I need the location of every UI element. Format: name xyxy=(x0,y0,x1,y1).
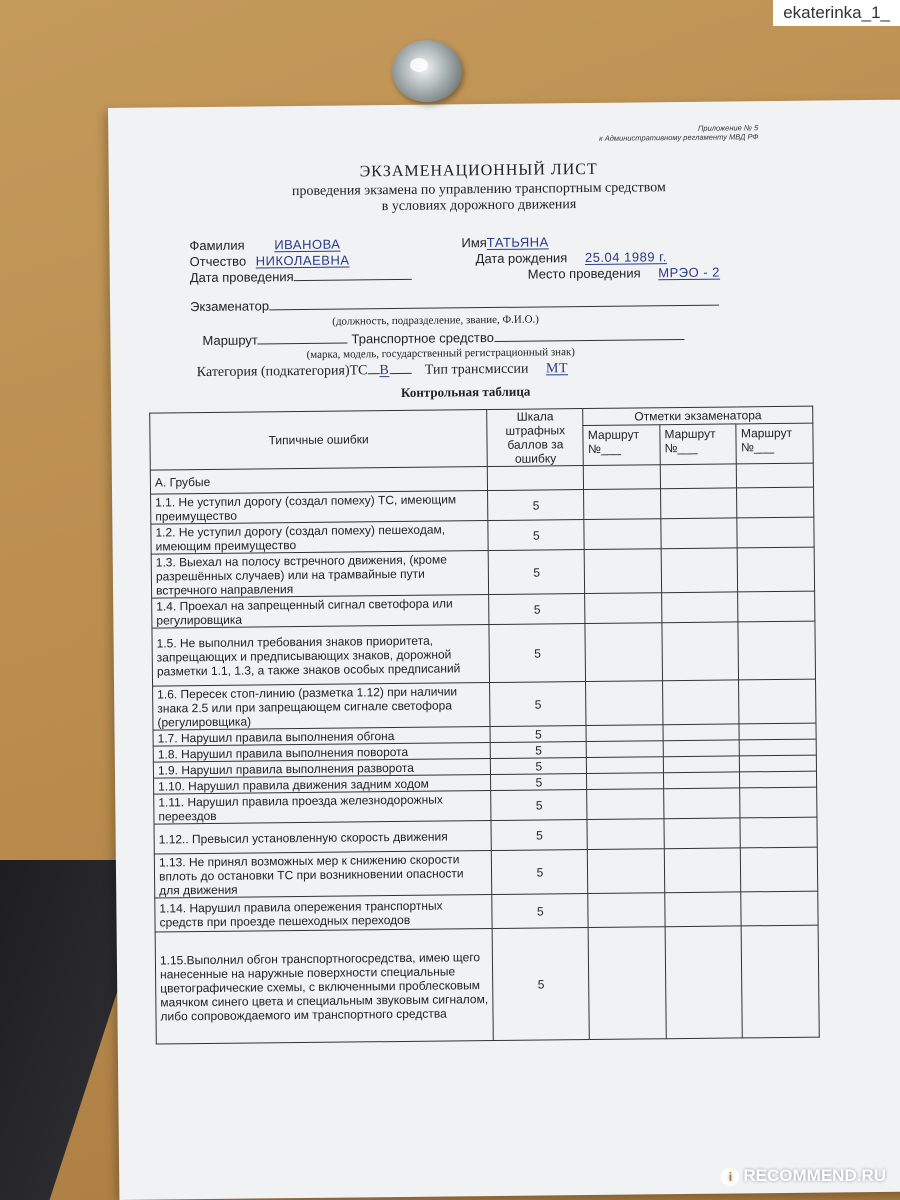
mark-cell[interactable] xyxy=(737,517,814,548)
mark-cell[interactable] xyxy=(585,593,662,624)
mark-cell[interactable] xyxy=(662,680,739,725)
col-penalty-header: Шкала штрафных баллов за ошибку xyxy=(487,409,584,467)
control-table-title: Контрольная таблица xyxy=(400,383,531,400)
place-label: Место проведения xyxy=(527,265,641,282)
mark-cell[interactable] xyxy=(663,740,740,757)
penalty-score: 5 xyxy=(491,758,587,775)
route-blank xyxy=(258,343,348,345)
mark-cell[interactable] xyxy=(740,787,817,818)
exam-sheet xyxy=(108,100,900,1200)
mark-cell[interactable] xyxy=(738,547,815,592)
table-row xyxy=(155,925,819,1044)
mark-cell[interactable] xyxy=(662,592,739,623)
vehicle-blank xyxy=(494,339,684,342)
mark-cell[interactable] xyxy=(740,739,817,756)
error-description: 1.1. Не уступил дорогу (создал помеху) ТС, имеющим преимущество xyxy=(151,491,489,525)
penalty-score: 5 xyxy=(490,742,586,759)
examiner-label: Экзаменатор xyxy=(190,298,270,315)
error-description: 1.5. Не выполнил требования знаков приоритета, запрещающих и предписывающих знаков, дорожной разметки 1.1, 1.3, а также знаков особых предписаний xyxy=(152,625,490,687)
col-marks-header: Отметки экзаменатора xyxy=(583,406,813,425)
route-col-1: Маршрут №___ xyxy=(583,425,660,466)
mark-cell[interactable] xyxy=(588,893,665,928)
penalty-score: 5 xyxy=(491,790,587,821)
date-blank xyxy=(294,279,412,281)
error-description: 1.12.. Превысил установленную скорость движения xyxy=(154,821,492,855)
thumbtack-highlight xyxy=(410,58,428,72)
section-pen-cell xyxy=(488,466,584,491)
examiner-blank xyxy=(269,305,719,311)
mark-cell[interactable] xyxy=(739,679,816,724)
mark-cell[interactable] xyxy=(664,788,741,819)
error-description: 1.7. Нарушил правила выполнения обгона xyxy=(153,727,490,747)
mark-cell[interactable] xyxy=(585,623,662,682)
appendix-line1: Приложение № 5 xyxy=(697,123,759,133)
transmission-label: Тип трансмиссии xyxy=(424,361,529,378)
penalty-score: 5 xyxy=(488,490,584,521)
surname-row xyxy=(189,237,340,254)
penalty-score: 5 xyxy=(491,820,587,851)
patronymic-row xyxy=(190,252,350,269)
birth-row xyxy=(476,249,667,266)
category-row xyxy=(197,361,568,381)
vehicle-hint: (марка, модель, государственный регистрационный знак) xyxy=(306,346,575,361)
place-row xyxy=(528,265,720,282)
mark-cell[interactable] xyxy=(664,848,741,893)
examiner-hint: (должность, подразделение, звание, Ф.И.О.) xyxy=(332,313,540,328)
control-table xyxy=(149,406,820,1045)
mark-cell[interactable] xyxy=(587,819,664,850)
mark-cell[interactable] xyxy=(740,817,817,848)
col-errors-header: Типичные ошибки xyxy=(150,410,488,471)
penalty-score: 5 xyxy=(488,550,585,595)
mark-cell[interactable] xyxy=(663,772,740,789)
mark-cell[interactable] xyxy=(587,757,664,774)
mark-cell[interactable] xyxy=(664,818,741,849)
mark-cell[interactable] xyxy=(660,488,737,519)
mark-cell[interactable] xyxy=(663,756,740,773)
birth-label: Дата рождения xyxy=(475,250,568,267)
error-description: 1.10. Нарушил правила движения задним ходом xyxy=(154,775,491,795)
mark-cell[interactable] xyxy=(741,847,818,892)
mark-cell[interactable] xyxy=(586,681,663,726)
patronymic-label: Отчество xyxy=(189,253,247,270)
name-row xyxy=(461,234,548,250)
mark-cell[interactable] xyxy=(739,723,816,740)
error-description: 1.14. Нарушил правила опережения транспортных средств при проезде пешеходных переходов xyxy=(155,895,493,933)
recommend-logo-text: RECOMMEND.RU xyxy=(743,1166,886,1185)
mark-cell[interactable] xyxy=(665,892,742,927)
watermark-username: ekaterinka_1_ xyxy=(773,0,900,26)
mark-cell[interactable] xyxy=(584,489,661,520)
recommend-logo-icon: i xyxy=(721,1168,739,1186)
mark-cell[interactable] xyxy=(588,849,665,894)
title-line3: в условиях дорожного движения xyxy=(381,197,577,215)
penalty-score: 5 xyxy=(489,624,586,683)
appendix-note xyxy=(599,123,758,143)
vehicle-label: Транспортное средство xyxy=(351,329,495,347)
mark-cell[interactable] xyxy=(585,549,662,594)
error-description: 1.4. Проехал на запрещенный сигнал светофора или регулировщика xyxy=(152,595,490,629)
mark-cell[interactable] xyxy=(738,591,815,622)
patronymic-value: НИКОЛАЕВНА xyxy=(255,252,350,269)
section-mark-cell xyxy=(660,464,737,489)
penalty-score: 5 xyxy=(492,928,589,1041)
error-description: 1.6. Пересек стоп-линию (разметка 1.12) при наличии знака 2.5 или при запрещающем сигнале светофора (регулировщика) xyxy=(153,683,491,731)
appendix-line2: к Административному регламенту МВД РФ xyxy=(599,132,759,143)
section-mark-cell xyxy=(737,463,814,488)
table-row xyxy=(151,547,814,598)
penalty-score: 5 xyxy=(492,850,589,895)
table-row xyxy=(153,679,816,730)
mark-cell[interactable] xyxy=(741,891,818,926)
error-description: 1.8. Нарушил правила выполнения поворота xyxy=(153,743,490,763)
mark-cell[interactable] xyxy=(740,755,817,772)
route-col-3: Маршрут №___ xyxy=(736,423,813,464)
penalty-score: 5 xyxy=(489,594,585,625)
name-value: ТАТЬЯНА xyxy=(486,234,549,251)
mark-cell[interactable] xyxy=(663,724,740,741)
mark-cell[interactable] xyxy=(587,789,664,820)
mark-cell[interactable] xyxy=(738,621,815,680)
mark-cell[interactable] xyxy=(740,771,817,788)
control-table-body xyxy=(150,406,820,1044)
category-blank-b xyxy=(389,373,411,374)
error-description: 1.3. Выехал на полосу встречного движения, (кроме разрешённых случаев) или на трамвайные пути встречного направления xyxy=(151,551,489,599)
mark-cell[interactable] xyxy=(662,622,739,681)
section-label: А. Грубые xyxy=(150,467,487,495)
document-title xyxy=(109,158,850,218)
penalty-score: 5 xyxy=(492,894,589,929)
mark-cell[interactable] xyxy=(587,741,664,758)
mark-cell[interactable] xyxy=(742,925,820,1038)
examiner-row xyxy=(190,294,719,315)
category-label: Категория (подкатегория)ТС xyxy=(196,363,368,381)
error-description: 1.11. Нарушил правила проезда железнодорожных переездов xyxy=(154,791,492,825)
recommend-logo xyxy=(721,1166,886,1186)
surname-label: Фамилия xyxy=(189,237,245,254)
table-row xyxy=(154,847,817,898)
surname-value: ИВАНОВА xyxy=(274,236,341,253)
name-label: Имя xyxy=(461,235,487,251)
mark-cell[interactable] xyxy=(586,725,663,742)
thumbtack-image xyxy=(392,40,462,102)
error-description: 1.13. Не принял возможных мер к снижению скорости вплоть до остановки ТС при возникновении опасности для движения xyxy=(154,851,492,899)
mark-cell[interactable] xyxy=(661,518,738,549)
error-description: 1.9. Нарушил правила выполнения разворота xyxy=(153,759,490,779)
place-value: МРЭО - 2 xyxy=(658,264,721,281)
date-row xyxy=(190,268,412,285)
transmission-value: МТ xyxy=(545,361,569,377)
error-description: 1.15.Выполнил обгон транспортногосредства, имею щего нанесенные на наружные поверхности специальные цветографические схемы, с включенными проблесковым маячком синего цвета и специальным звуковым сигналом, либо сопровождаемого им транспортного средства xyxy=(155,929,493,1045)
title-main: ЭКЗАМЕНАЦИОННЫЙ ЛИСТ xyxy=(359,160,598,181)
mark-cell[interactable] xyxy=(587,773,664,790)
route-row xyxy=(202,328,684,348)
mark-cell[interactable] xyxy=(589,927,667,1040)
section-mark-cell xyxy=(584,465,661,490)
route-label: Маршрут xyxy=(202,332,258,349)
table-row xyxy=(152,621,816,686)
penalty-score: 5 xyxy=(491,774,587,791)
birth-value: 25.04 1989 г. xyxy=(584,249,667,266)
penalty-score: 5 xyxy=(490,726,586,743)
date-label: Дата проведения xyxy=(189,269,294,286)
category-blank-a xyxy=(367,373,379,374)
category-value: В xyxy=(379,363,390,379)
penalty-score: 5 xyxy=(488,520,584,551)
mark-cell[interactable] xyxy=(661,548,738,593)
mark-cell[interactable] xyxy=(665,926,743,1039)
mark-cell[interactable] xyxy=(737,487,814,518)
mark-cell[interactable] xyxy=(584,519,661,550)
error-description: 1.2. Не уступил дорогу (создал помеху) пешеходам, имеющим преимущество xyxy=(151,521,489,555)
route-col-2: Маршрут №___ xyxy=(660,424,737,465)
title-line2: проведения экзамена по управлению транспортным средством xyxy=(291,180,666,200)
penalty-score: 5 xyxy=(490,682,587,727)
